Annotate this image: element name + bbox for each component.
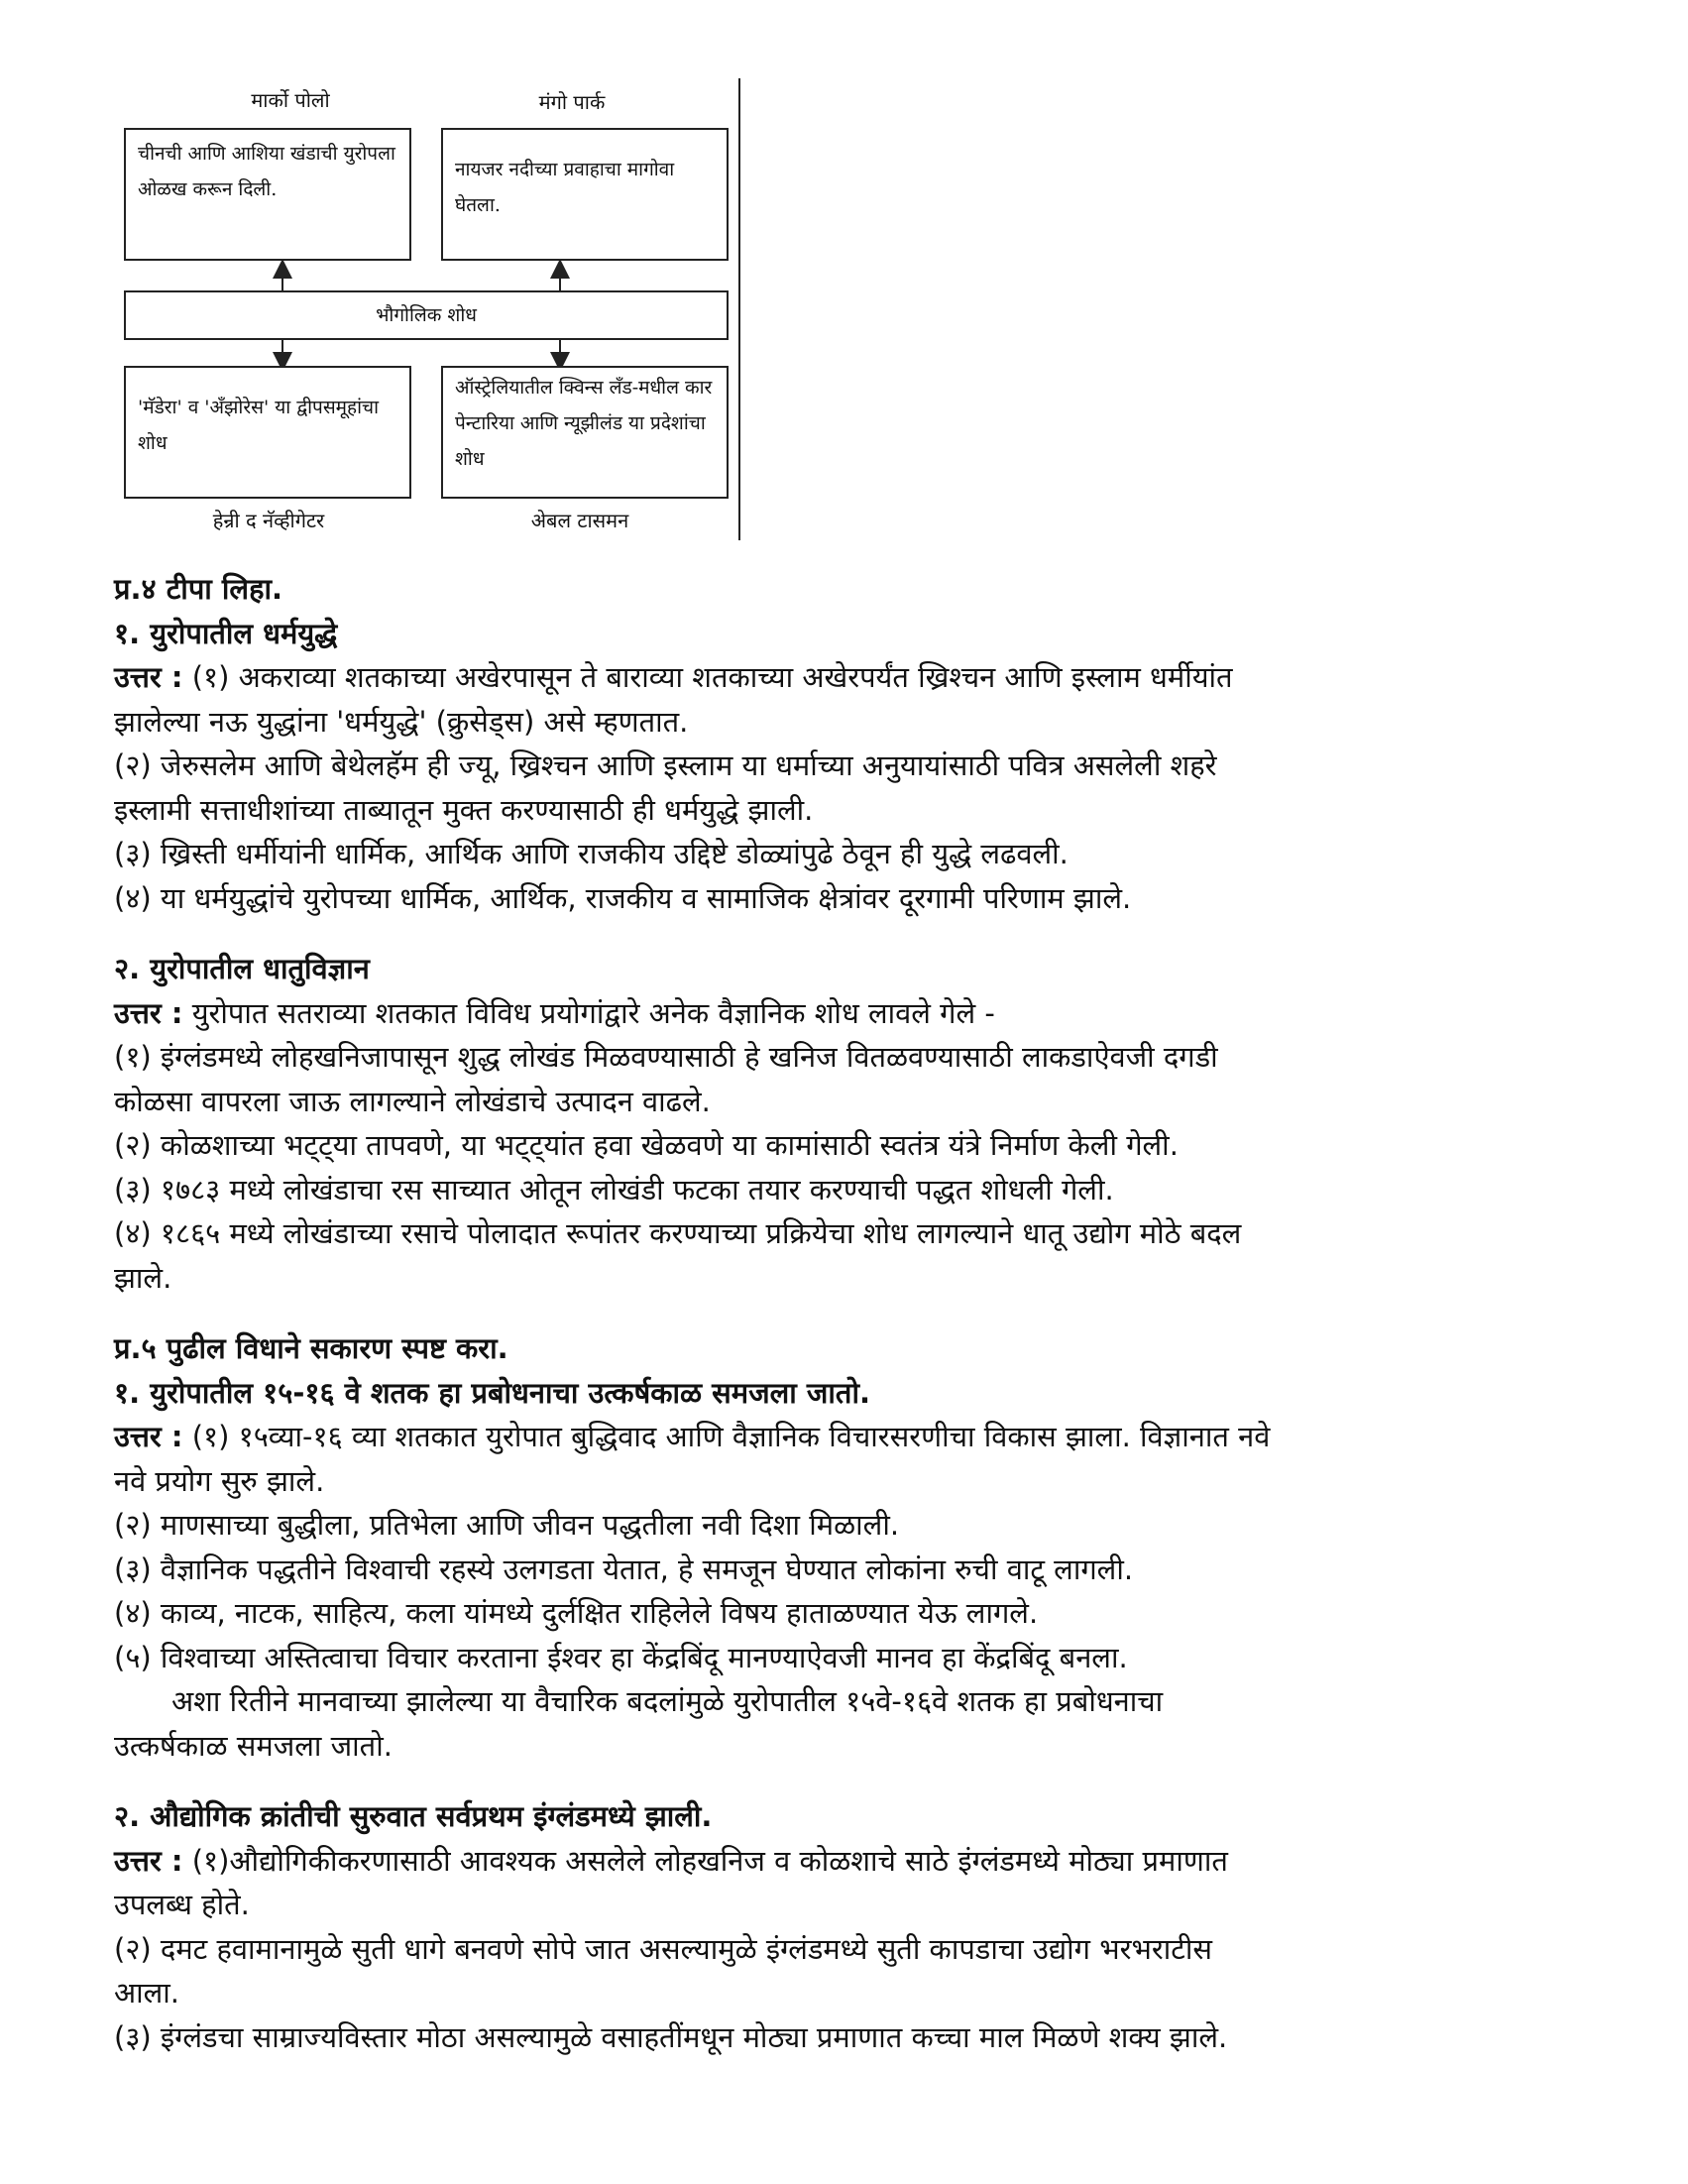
geographic-discoveries-diagram — [116, 78, 740, 540]
answer-text: युरोपात सतराव्या शतकात विविध प्रयोगांद्वारे अनेक वैज्ञानिक शोध लावले गेले - — [182, 995, 995, 1030]
q5-s2-line: उपलब्ध होते. — [114, 1888, 250, 1921]
q4-t2-line: कोळसा वापरला जाऊ लागल्याने लोखंडाचे उत्पादन वाढले. — [114, 1084, 711, 1118]
q5-s1-line: (५) विश्वाच्या अस्तित्वाचा विचार करताना ईश्वर हा केंद्रबिंदू मानण्याऐवजी मानव हा केंद्रबिंदू बनला. — [114, 1640, 1128, 1674]
q4-t2-line: (३) १७८३ मध्ये लोखंडाचा रस साच्यात ओतून लोखंडी फटका तयार करण्याची पद्धत शोधली गेली. — [114, 1172, 1114, 1207]
q5-s1-line: (२) माणसाच्या बुद्धीला, प्रतिभेला आणि जीवन पद्धतीला नवी दिशा मिळाली. — [114, 1508, 900, 1542]
center-geographic-discoveries: भौगोलिक शोध — [124, 290, 729, 340]
q5-s1-line: (३) वैज्ञानिक पद्धतीने विश्वाची रहस्ये उलगडता येतात, हे समजून घेण्यात लोकांना रुची वाटू लागली. — [114, 1552, 1134, 1586]
q4-t1-line: इस्लामी सत्ताधीशांच्या ताब्यातून मुक्त करण्यासाठी ही धर्मयुद्धे झाली. — [114, 792, 814, 827]
q4-t1-line: (४) या धर्मयुद्धांचे युरोपच्या धार्मिक, आर्थिक, राजकीय व सामाजिक क्षेत्रांवर दूरगामी परिणाम झाले. — [114, 880, 1132, 915]
q4-t2-line: (१) इंग्लंडमध्ये लोहखनिजापासून शुद्ध लोखंड मिळवण्यासाठी हे खनिज वितळवण्यासाठी लाकडाऐवजी दगडी — [114, 1040, 1218, 1074]
q4-heading: प्र.४ टीपा लिहा. — [114, 572, 282, 606]
q4-t2-answer-line — [114, 991, 1601, 1036]
label-henry-the-navigator: हेन्री द नॅव्हीगेटर — [212, 509, 325, 532]
label-marco-polo: मार्को पोलो — [251, 88, 330, 112]
answer-label: उत्तर : — [114, 995, 183, 1030]
q4-t2-line: झाले. — [114, 1260, 172, 1295]
q4-t2-title: २. युरोपातील धातुविज्ञान — [114, 952, 370, 985]
q4-t1-answer-line — [114, 655, 1601, 700]
box-henry-contribution: 'मॅडेरा' व 'अँझोरेस' या द्वीपसमूहांचा शोध — [124, 366, 411, 499]
answer-label: उत्तर : — [114, 1420, 183, 1453]
q5-s2-line: (३) इंग्लंडचा साम्राज्यविस्तार मोठा असल्यामुळे वसाहतींमधून मोठ्या प्रमाणात कच्चा माल मिळणे शक्य झाले. — [114, 2019, 1228, 2054]
label-abel-tasman: अेबल टासमन — [530, 509, 629, 532]
q4-t2-line: (४) १८६५ मध्ये लोखंडाच्या रसाचे पोलादात रूपांतर करण्याच्या प्रक्रियेचा शोध लागल्याने धातू उद्योग मोठे बदल — [114, 1216, 1242, 1250]
q5-s1-conclusion: अशा रितीने मानवाच्या झालेल्या या वैचारिक बदलांमुळे युरोपातील १५वे-१६वे शतक हा प्रबोधनाचा — [171, 1684, 1164, 1718]
answer-text: (१) १५व्या-१६ व्या शतकात युरोपात बुद्धिवाद आणि वैज्ञानिक विचारसरणीचा विकास झाला. विज्ञानात नवे — [182, 1420, 1271, 1453]
label-mungo-park: मंगो पार्क — [538, 90, 606, 114]
q5-heading: प्र.५ पुढील विधाने सकारण स्पष्ट करा. — [114, 1331, 508, 1365]
q4-t1-line: झालेल्या नऊ युद्धांना 'धर्मयुद्धे' (क्रुसेड्स) असे म्हणतात. — [114, 704, 689, 739]
q4-t1-line: (२) जेरुसलेम आणि बेथेलहॅम ही ज्यू, ख्रिश्चन आणि इस्लाम या धर्माच्या अनुयायांसाठी पवित्र असलेली शहरे — [114, 748, 1217, 782]
answer-label: उत्तर : — [114, 1843, 183, 1878]
q5-s2-line: (२) दमट हवामानामुळे सुती धागे बनवणे सोपे जात असल्यामुळे इंग्लंडमध्ये सुती कापडाचा उद्योग भरभराटीस — [114, 1931, 1212, 1966]
q5-s1-title: १. युरोपातील १५-१६ वे शतक हा प्रबोधनाचा उत्कर्षकाळ समजला जातो. — [114, 1375, 870, 1410]
box-marco-polo-contribution: चीनची आणि आशिया खंडाची युरोपला ओळख करून दिली. — [124, 128, 411, 261]
answer-label: उत्तर : — [114, 660, 183, 694]
q5-s1-line: (४) काव्य, नाटक, साहित्य, कला यांमध्ये दुर्लक्षित राहिलेले विषय हाताळण्यात येऊ लागले. — [114, 1596, 1039, 1630]
answer-text: (१)औद्योगिकीकरणासाठी आवश्यक असलेले लोहखनिज व कोळशाचे साठे इंग्लंडमध्ये मोठ्या प्रमाणात — [182, 1843, 1228, 1878]
q4-t2-line: (२) कोळशाच्या भट्ट्या तापवणे, या भट्ट्यांत हवा खेळवणे या कामांसाठी स्वतंत्र यंत्रे निर्माण केली गेली. — [114, 1128, 1179, 1162]
q4-t1-title: १. युरोपातील धर्मयुद्धे — [114, 616, 338, 650]
box-mungo-park-contribution: नायजर नदीच्या प्रवाहाचा मागोवा घेतला. — [441, 128, 729, 261]
q5-s1-line: नवे प्रयोग सुरु झाले. — [114, 1463, 325, 1498]
box-tasman-contribution: ऑस्ट्रेलियातील क्विन्स लँड-मधील कार पेन्टारिया आणि न्यूझीलंड या प्रदेशांचा शोध — [441, 366, 729, 499]
q5-s1-answer-line — [114, 1415, 1601, 1459]
q5-s2-answer-line — [114, 1839, 1601, 1884]
q5-s2-line: आला. — [114, 1976, 180, 2010]
answer-text: (१) अकराव्या शतकाच्या अखेरपासून ते बाराव्या शतकाच्या अखेरपर्यंत ख्रिश्चन आणि इस्लाम धर्मीयांत — [182, 660, 1233, 694]
q5-s1-conclusion: उत्कर्षकाळ समजला जातो. — [114, 1728, 393, 1763]
q4-t1-line: (३) ख्रिस्ती धर्मीयांनी धार्मिक, आर्थिक आणि राजकीय उद्दिष्टे डोळ्यांपुढे ठेवून ही युद्धे लढवली. — [114, 837, 1069, 870]
document-body — [114, 567, 1601, 2059]
q5-s2-title: २. औद्योगिक क्रांतीची सुरुवात सर्वप्रथम इंग्लंडमध्ये झाली. — [114, 1799, 713, 1833]
